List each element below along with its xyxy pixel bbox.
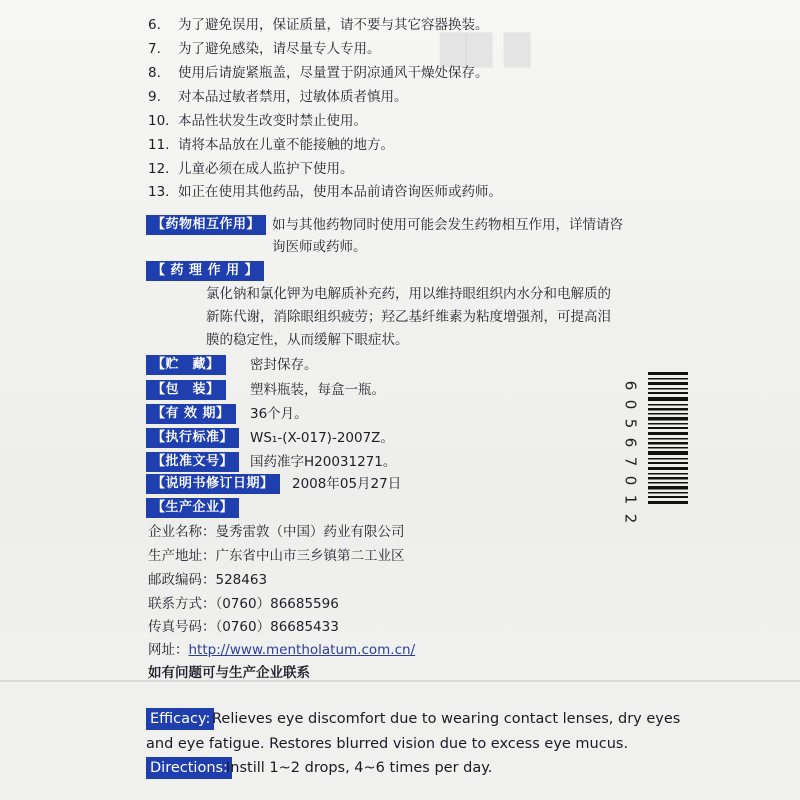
pharmacology-line3: 膜的稳定性，从而缓解下眼症状。 <box>206 332 409 348</box>
precaution-item-7 <box>148 40 381 58</box>
barcode-digit: 1 <box>621 494 640 505</box>
storage-label: 【贮 藏】 <box>146 355 226 375</box>
item-text: 对本品过敏者禁用，过敏体质者慎用。 <box>178 89 408 105</box>
contact-note: 如有问题可与生产企业联系 <box>148 665 310 681</box>
item-text: 为了避免感染，请尽量专人专用。 <box>178 41 381 57</box>
fold-crease <box>0 680 800 682</box>
interaction-text-line1: 如与其他药物同时使用可能会发生药物相互作用，详情请咨 <box>272 217 623 233</box>
package-value: 塑料瓶装，每盒一瓶。 <box>250 382 385 398</box>
manufacturer-phone: 联系方式：（0760）86685596 <box>148 596 339 612</box>
pharmacology-label: 【 药 理 作 用 】 <box>146 261 264 281</box>
item-text: 如正在使用其他药品，使用本品前请咨询医师或药师。 <box>178 184 502 200</box>
storage-value: 密封保存。 <box>250 357 318 373</box>
interaction-text-line2: 询医师或药师。 <box>272 239 367 255</box>
manufacturer-website <box>148 641 415 659</box>
precaution-item-11 <box>148 136 394 154</box>
revision-date-label: 【说明书修订日期】 <box>146 474 280 494</box>
item-number: 7. <box>148 41 161 57</box>
efficacy-text-line2: and eye fatigue. Restores blurred vision due to excess eye mucus. <box>146 736 629 752</box>
precaution-item-8 <box>148 64 489 82</box>
item-number: 12. <box>148 161 170 177</box>
manufacturer-fax: 传真号码：（0760）86685433 <box>148 619 339 635</box>
pharmacology-text <box>206 283 611 352</box>
barcode-digit: 6 <box>621 380 640 391</box>
item-number: 13. <box>148 184 170 200</box>
barcode-digit: 0 <box>621 475 640 486</box>
precaution-item-6 <box>148 16 489 34</box>
validity-value: 36个月。 <box>250 406 308 422</box>
precaution-item-12 <box>148 160 354 178</box>
revision-date-value: 2008年05月27日 <box>292 476 402 492</box>
validity-label: 【有 效 期】 <box>146 404 236 424</box>
precaution-item-13 <box>148 183 502 201</box>
item-text: 使用后请旋紧瓶盖，尽量置于阴凉通风干燥处保存。 <box>178 65 489 81</box>
item-number: 9. <box>148 89 161 105</box>
manufacturer-name: 企业名称：曼秀雷敦（中国）药业有限公司 <box>148 524 405 540</box>
precaution-item-9 <box>148 88 408 106</box>
website-label: 网址： <box>148 642 189 658</box>
item-number: 10. <box>148 113 170 129</box>
item-text: 本品性状发生改变时禁止使用。 <box>178 113 367 129</box>
interaction-label: 【药物相互作用】 <box>146 215 266 235</box>
barcode-digit: 5 <box>621 418 640 429</box>
efficacy-label: Efficacy: <box>146 708 214 730</box>
package-label: 【包 装】 <box>146 380 226 400</box>
approval-label: 【批准文号】 <box>146 452 239 472</box>
barcode-icon <box>648 372 688 507</box>
barcode-digit: 6 <box>621 437 640 448</box>
barcode-digit: 0 <box>621 399 640 410</box>
pharmacology-line2: 新陈代谢，消除眼组织疲劳；羟乙基纤维素为粘度增强剂，可提高泪 <box>206 309 611 325</box>
manufacturer-label: 【生产企业】 <box>146 498 239 518</box>
manufacturer-postcode: 邮政编码：528463 <box>148 572 268 588</box>
efficacy-text-line1: Relieves eye discomfort due to wearing contact lenses, dry eyes <box>212 711 681 727</box>
precaution-item-10 <box>148 112 367 130</box>
barcode-digit: 7 <box>621 456 640 467</box>
item-number: 6. <box>148 17 161 33</box>
item-text: 儿童必须在成人监护下使用。 <box>178 161 354 177</box>
item-number: 8. <box>148 65 161 81</box>
manufacturer-address: 生产地址：广东省中山市三乡镇第二工业区 <box>148 548 405 564</box>
item-text: 为了避免误用，保证质量，请不要与其它容器换装。 <box>178 17 489 33</box>
barcode-digits <box>620 376 640 528</box>
item-text: 请将本品放在儿童不能接触的地方。 <box>178 137 394 153</box>
item-number: 11. <box>148 137 170 153</box>
website-link[interactable]: http://www.mentholatum.com.cn/ <box>188 642 416 658</box>
barcode-digit: 2 <box>621 513 640 524</box>
standard-value: WS₁-(X-017)-2007Z。 <box>250 430 394 446</box>
standard-label: 【执行标准】 <box>146 428 239 448</box>
directions-label: Directions: <box>146 757 232 779</box>
directions-text: Instill 1~2 drops, 4~6 times per day. <box>226 760 493 776</box>
approval-value: 国药准字H20031271。 <box>250 454 397 470</box>
pharmacology-line1: 氯化钠和氯化钾为电解质补充药，用以维持眼组织内水分和电解质的 <box>206 286 611 302</box>
show-through-print: ▇▇ ▇ <box>440 28 531 68</box>
